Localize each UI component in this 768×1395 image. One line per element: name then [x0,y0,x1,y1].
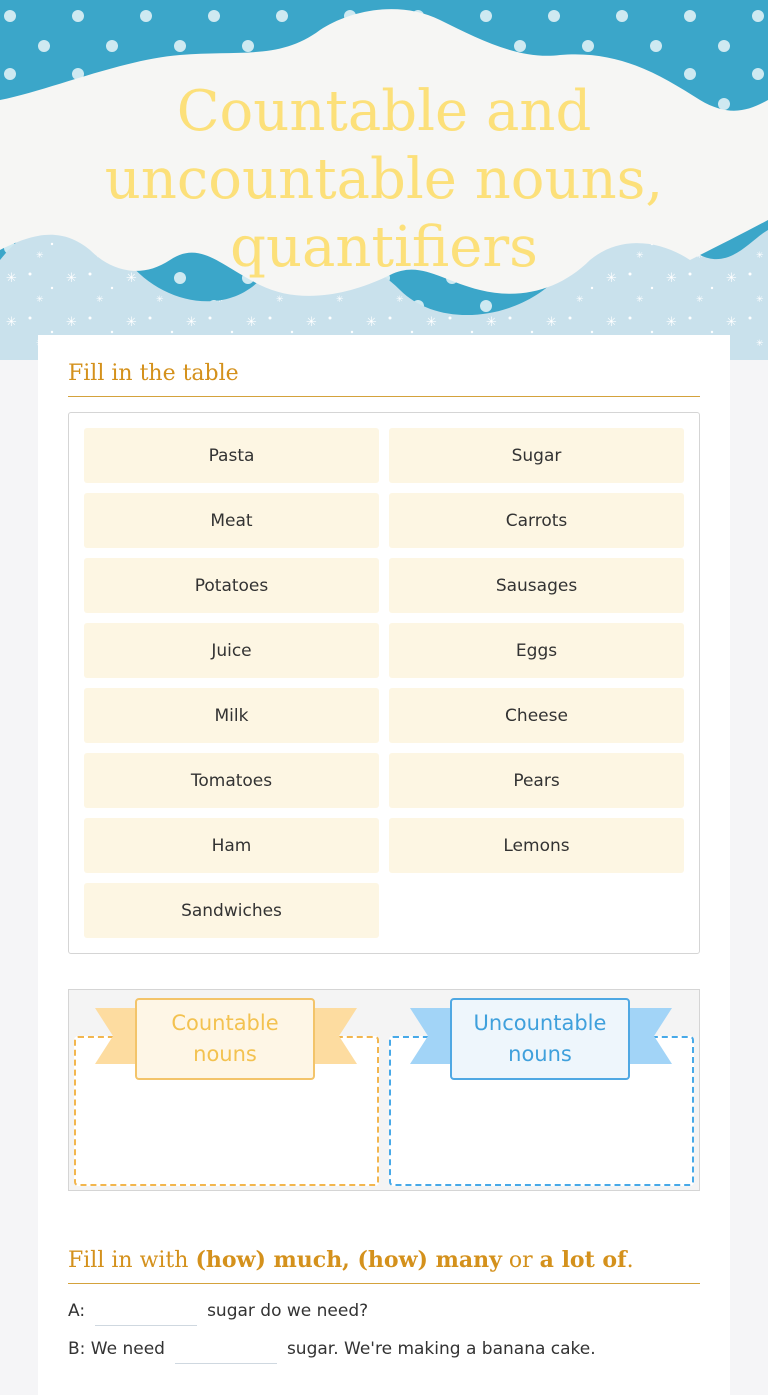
uncountable-label: Uncountable nouns [450,998,630,1080]
heading-connector: or [501,1248,540,1273]
blank-2-input[interactable] [175,1335,277,1364]
word-bank [68,412,700,954]
word-chip-eggs[interactable]: Eggs [389,623,684,678]
heading-prefix: Fill in with [68,1248,196,1273]
header-banner [0,0,768,360]
heading-suffix: . [626,1248,634,1273]
word-chip-pasta[interactable]: Pasta [84,428,379,483]
word-chip-meat[interactable]: Meat [84,493,379,548]
sorting-panel [68,989,700,1191]
page-title: Countable and uncountable nouns, quantifiers [104,79,664,280]
word-chip-potatoes[interactable]: Potatoes [84,558,379,613]
worksheet-card [38,335,730,1395]
heading-option-much-many: (how) much, (how) many [195,1247,502,1273]
word-chip-cheese[interactable]: Cheese [389,688,684,743]
section-heading-fill-table: Fill in the table [68,361,700,397]
sentence-2-after: sugar. We're making a banana cake. [286,1339,596,1359]
sentence-1-before: A: [68,1301,86,1321]
countable-label: Countable nouns [135,998,315,1080]
word-chip-lemons[interactable]: Lemons [389,818,684,873]
sentence-2 [68,1329,596,1369]
sentence-2-before: B: We need [68,1339,165,1359]
word-chip-juice[interactable]: Juice [84,623,379,678]
word-chip-sausages[interactable]: Sausages [389,558,684,613]
word-chip-pears[interactable]: Pears [389,753,684,808]
word-chip-milk[interactable]: Milk [84,688,379,743]
section-heading-quantifiers [68,1247,700,1284]
word-chip-sandwiches[interactable]: Sandwiches [84,883,379,938]
sentence-1-after: sugar do we need? [207,1301,369,1321]
word-chip-carrots[interactable]: Carrots [389,493,684,548]
blank-1-input[interactable] [95,1297,197,1326]
heading-option-a-lot-of: a lot of [539,1247,627,1273]
sentence-1 [68,1291,368,1331]
word-chip-sugar[interactable]: Sugar [389,428,684,483]
word-chip-ham[interactable]: Ham [84,818,379,873]
word-chip-tomatoes[interactable]: Tomatoes [84,753,379,808]
